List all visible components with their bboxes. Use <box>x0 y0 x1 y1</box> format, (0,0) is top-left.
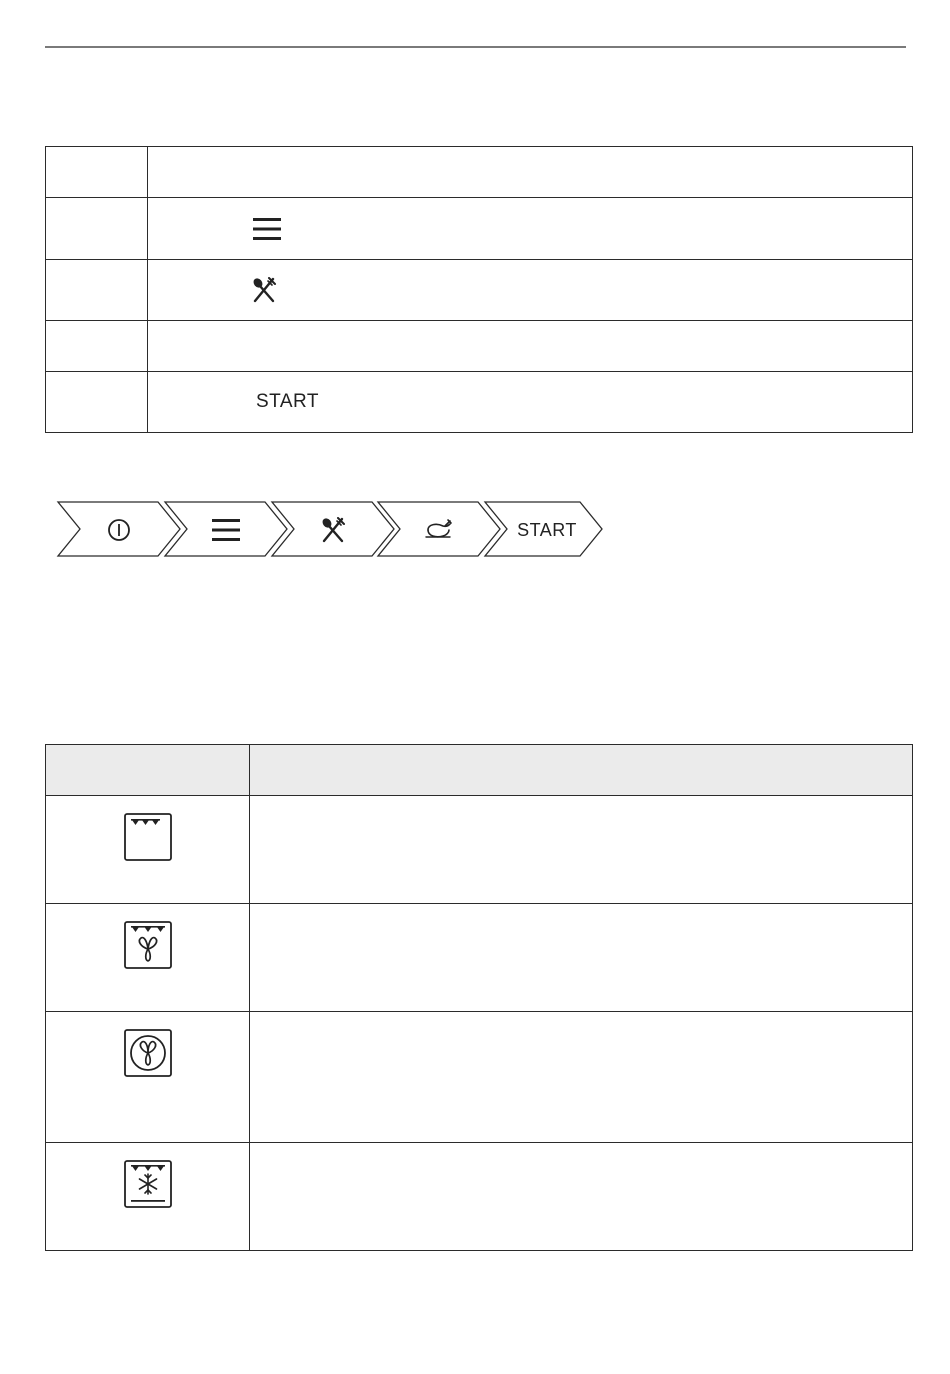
function-description-cell <box>250 1012 913 1143</box>
flow-item <box>484 500 604 560</box>
step-description-cell <box>148 147 913 198</box>
power-icon <box>106 517 132 543</box>
table-row <box>46 904 913 1012</box>
operation-flow <box>56 500 616 560</box>
menu-icon <box>252 217 282 241</box>
function-symbol-cell <box>46 904 250 1012</box>
top-heat-icon <box>123 812 173 862</box>
function-description-cell <box>250 1143 913 1251</box>
menu-icon <box>211 518 241 542</box>
table-row <box>46 260 913 321</box>
start-label: START <box>256 391 320 412</box>
flow-item <box>59 500 179 560</box>
header-rule <box>45 46 906 48</box>
step-description-cell <box>148 321 913 372</box>
table-row <box>46 796 913 904</box>
oven-functions-table <box>45 744 913 1251</box>
function-description-cell <box>250 904 913 1012</box>
step-number-cell <box>46 147 148 198</box>
function-description-cell <box>250 796 913 904</box>
step-number-cell <box>46 260 148 321</box>
start-label: START <box>517 519 577 540</box>
header-cell <box>250 745 913 796</box>
function-symbol-cell <box>46 1143 250 1251</box>
flow-item <box>166 500 286 560</box>
table-row <box>46 321 913 372</box>
function-symbol-cell <box>46 1012 250 1143</box>
defrost-icon <box>123 1159 173 1209</box>
step-description-cell <box>148 372 913 433</box>
table-row <box>46 198 913 260</box>
step-number-cell <box>46 198 148 260</box>
cutlery-icon <box>251 277 277 303</box>
function-symbol-cell <box>46 796 250 904</box>
true-fan-icon <box>123 1028 173 1078</box>
table-row <box>46 1143 913 1251</box>
step-description-cell <box>148 198 913 260</box>
step-number-cell <box>46 372 148 433</box>
steps-table <box>45 146 913 433</box>
fan-with-top-heat-icon <box>123 920 173 970</box>
step-description-cell <box>148 260 913 321</box>
roast-chicken-icon <box>423 518 455 542</box>
cutlery-icon <box>320 517 346 543</box>
flow-item <box>379 500 499 560</box>
table-row <box>46 372 913 433</box>
table-row <box>46 1012 913 1143</box>
header-cell <box>46 745 250 796</box>
table-header-row <box>46 745 913 796</box>
table-row <box>46 147 913 198</box>
step-number-cell <box>46 321 148 372</box>
flow-item <box>273 500 393 560</box>
